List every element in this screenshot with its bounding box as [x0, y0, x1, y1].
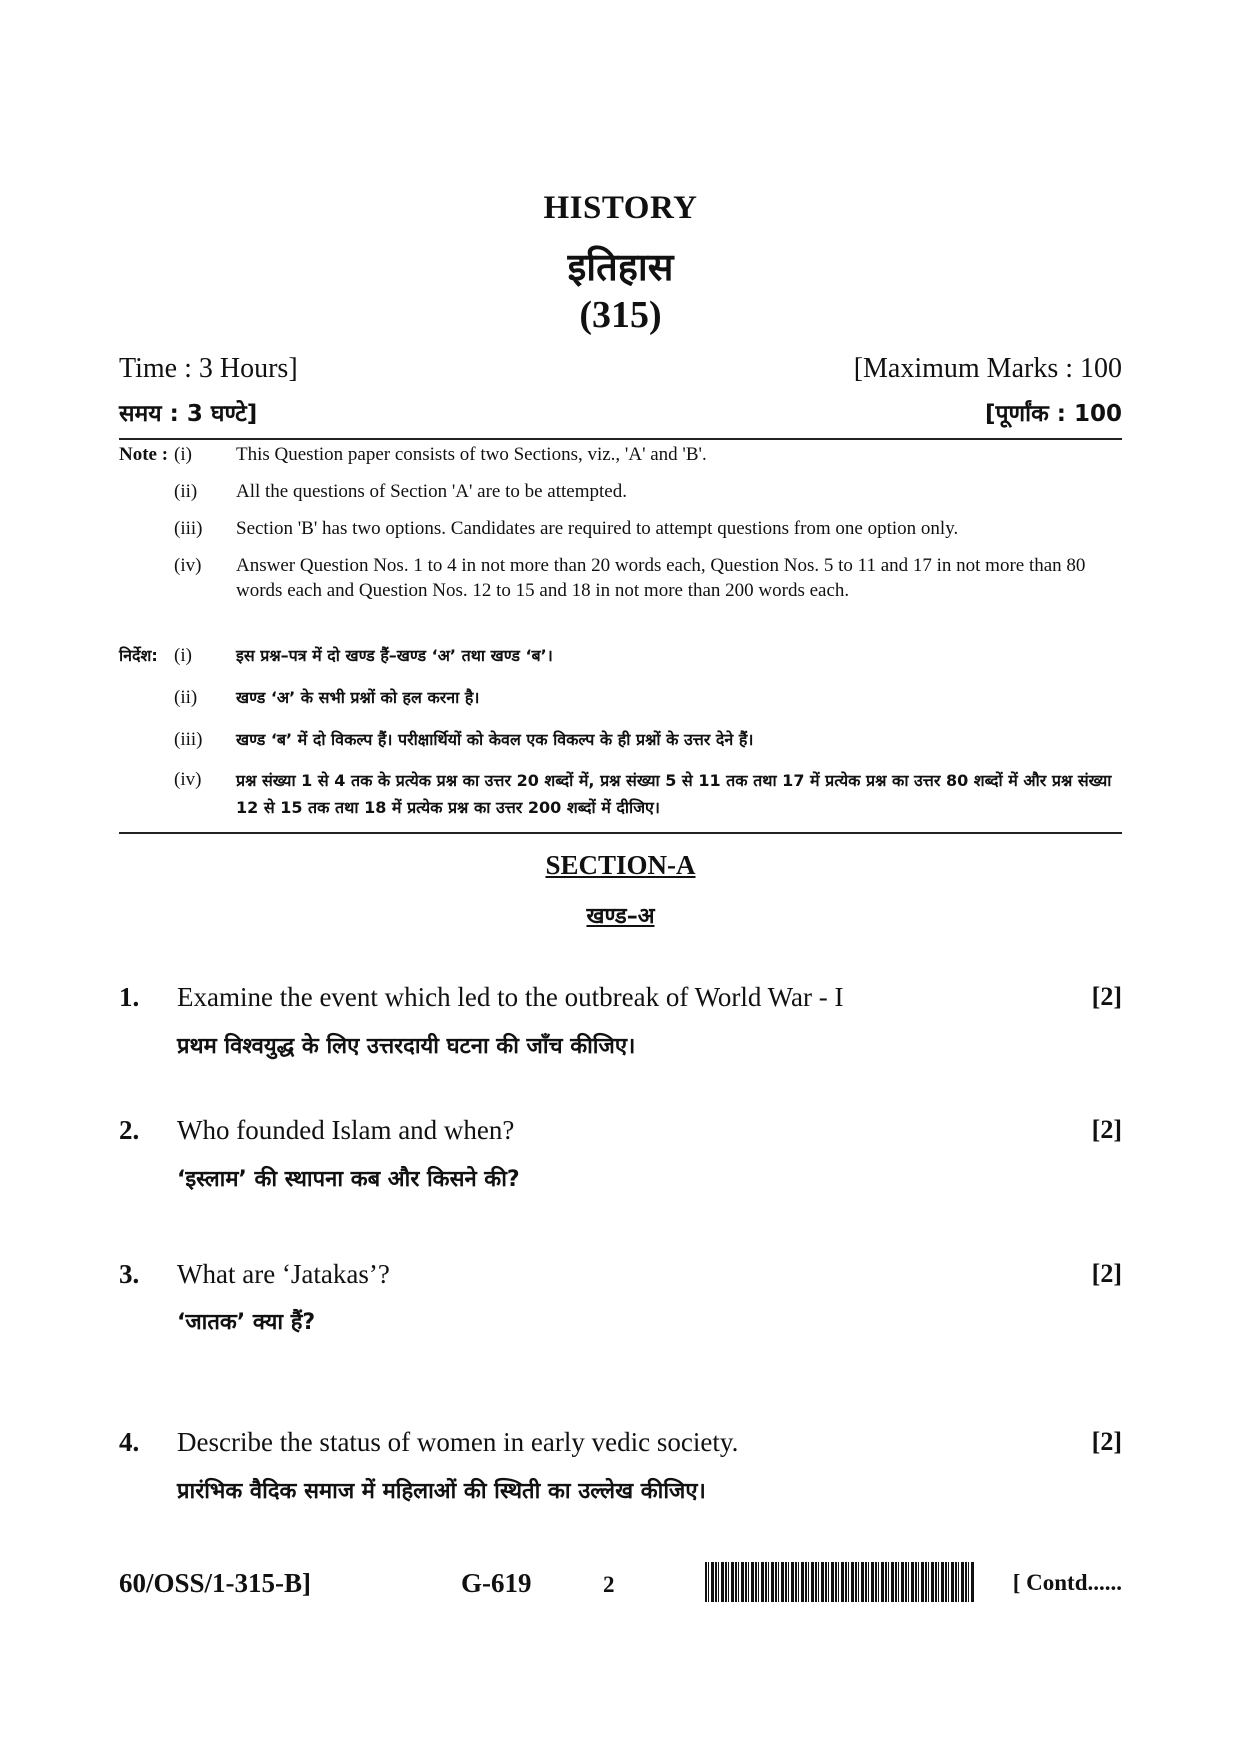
note-item [119, 516, 1122, 541]
page-number: 2 [603, 1572, 615, 1597]
note-item [119, 685, 1122, 710]
note-num: (ii) [174, 481, 198, 502]
question-text-en: Examine the event which led to the outbreak of World War - I [177, 982, 844, 1012]
note-text: Section 'B' has two options. Candidates are required to attempt questions from one option only. [236, 518, 959, 539]
question-text-hi: प्रारंभिक वैदिक समाज में महिलाओं की स्थिती का उल्लेख कीजिए। [177, 1479, 706, 1504]
note-label: निर्देश: [119, 646, 158, 665]
section-title-en: SECTION-A [545, 850, 696, 880]
question-text-en: Who founded Islam and when? [177, 1115, 515, 1145]
question-number: 2. [119, 1115, 140, 1145]
note-num: (i) [174, 645, 192, 666]
barcode-image [705, 1562, 975, 1602]
time-hi: समय : 3 घण्टे] [119, 401, 258, 427]
max-marks-hi: [पूर्णांक : 100 [984, 401, 1122, 427]
max-marks-en: [Maximum Marks : 100 [853, 353, 1122, 384]
note-num: (ii) [174, 687, 198, 708]
note-text: खण्ड ‘ब’ में दो विकल्प हैं। परीक्षार्थियों को केवल एक विकल्प के ही प्रश्नों के उत्तर देने हैं। [236, 730, 754, 749]
question-marks: [2] [1091, 1115, 1122, 1144]
note-item [119, 767, 1122, 821]
note-num: (iv) [174, 769, 202, 790]
notes-divider [119, 832, 1122, 834]
note-item [119, 442, 1122, 467]
question-text-en: What are ‘Jatakas’? [177, 1259, 390, 1289]
question-number: 4. [119, 1427, 140, 1457]
note-num: (iv) [174, 555, 202, 576]
time-en: Time : 3 Hours] [119, 353, 298, 384]
note-label: Note : [119, 444, 169, 465]
note-text: All the questions of Section 'A' are to be attempted. [236, 481, 627, 502]
continued-marker: [ Contd...... [1012, 1570, 1122, 1595]
question-marks: [2] [1091, 1427, 1122, 1456]
note-text: This Question paper consists of two Sections, viz., 'A' and 'B'. [236, 444, 707, 465]
note-item [119, 643, 1122, 668]
note-item [119, 553, 1122, 603]
paper-code: (315) [579, 294, 662, 336]
note-item [119, 727, 1122, 752]
note-num: (iii) [174, 518, 203, 539]
header-divider [119, 438, 1122, 440]
question-marks: [2] [1091, 982, 1122, 1011]
note-text: इस प्रश्न–पत्र में दो खण्ड हैं–खण्ड ‘अ’ तथा खण्ड ‘ब’। [236, 646, 553, 665]
footer-series: G-619 [461, 1568, 532, 1598]
note-num: (i) [174, 444, 192, 465]
question-number: 1. [119, 982, 140, 1012]
question-text-hi: प्रथम विश्वयुद्ध के लिए उत्तरदायी घटना की जाँच कीजिए। [177, 1034, 636, 1059]
question-number: 3. [119, 1259, 140, 1289]
paper-title-en: HISTORY [543, 190, 698, 226]
note-num: (iii) [174, 729, 203, 750]
note-item [119, 479, 1122, 504]
question-text-en: Describe the status of women in early vedic society. [177, 1427, 739, 1457]
footer-paper-code: 60/OSS/1-315-B] [119, 1568, 312, 1598]
question-marks: [2] [1091, 1259, 1122, 1288]
note-text: Answer Question Nos. 1 to 4 in not more than 20 words each, Question Nos. 5 to 11 and 17 in not more than 80 words each and Question Nos. 12 to 15 and 18 in not more than 200 words each. [236, 555, 1086, 601]
note-text: खण्ड ‘अ’ के सभी प्रश्नों को हल करना है। [236, 688, 480, 707]
paper-title-hi: इतिहास [567, 245, 674, 289]
question-text-hi: ‘जातक’ क्या हैं? [177, 1310, 316, 1335]
section-title-hi: खण्ड–अ [586, 904, 655, 929]
note-text: प्रश्न संख्या 1 से 4 तक के प्रत्येक प्रश्न का उत्तर 20 शब्दों में, प्रश्न संख्या 5 से 11 तक तथा 17 में प्रत्येक प्रश्न का उत्तर 80 शब्दों में और प्रश्न संख्या 12 से 15 तक तथा 18 में प्रत्येक प्रश्न का उत्तर 200 शब्दों में दीजिए। [236, 771, 1112, 817]
question-text-hi: ‘इस्लाम’ की स्थापना कब और किसने की? [177, 1167, 520, 1192]
